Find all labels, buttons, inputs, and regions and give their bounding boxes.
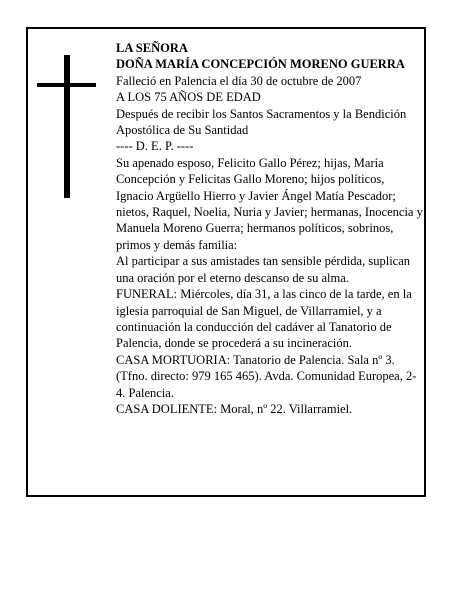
family-list: Su apenado esposo, Felicito Gallo Pérez; hijas, María Concepción y Felicitas Gallo Moreno; hijos políticos, Ignacio Argüello Hierro y Javier Ángel Matía Pescador; nietos, Raquel, Noelia, Nuria y Javier; hermanas, Inocencia y Manuela Moreno Guerra; hermanos políticos, sobrinos, primos y demás familia: [116, 155, 423, 252]
funeral-details: FUNERAL: Miércoles, día 31, a las cinco de la tarde, en la iglesia parroquial de San Miguel, de Villarramiel, y a continuación la conducción del cadáver al Tanatorio de Palencia, donde se procederá a su incineración. [116, 287, 412, 351]
mourning-house-details: CASA DOLIENTE: Moral, nº 22. Villarramiel. [116, 401, 353, 416]
rip-line: ---- D. E. P. ---- [116, 139, 194, 154]
mortuary-details: CASA MORTUORIA: Tanatorio de Palencia. Sala nº 3. (Tfno. directo: 979 165 465). Avda. Comunidad Europea, 2-4. Palencia. [116, 352, 417, 400]
obituary-text [116, 40, 424, 417]
age-statement: A LOS 75 AÑOS DE EDAD [116, 90, 261, 105]
sacraments-statement: Después de recibir los Santos Sacramentos y la Bendición Apostólica de Su Santidad [116, 106, 407, 138]
obituary-card [26, 27, 426, 497]
honorific: LA SEÑORA [116, 41, 188, 55]
prayer-request: Al participar a sus amistades tan sensible pérdida, suplican una oración por el eterno descanso de su alma. [116, 254, 411, 285]
cross-icon-bar [37, 83, 96, 87]
cross-icon [64, 55, 70, 198]
deceased-name: DOÑA MARÍA CONCEPCIÓN MORENO GUERRA [116, 57, 405, 72]
death-statement: Falleció en Palencia el día 30 de octubre de 2007 [116, 73, 362, 88]
